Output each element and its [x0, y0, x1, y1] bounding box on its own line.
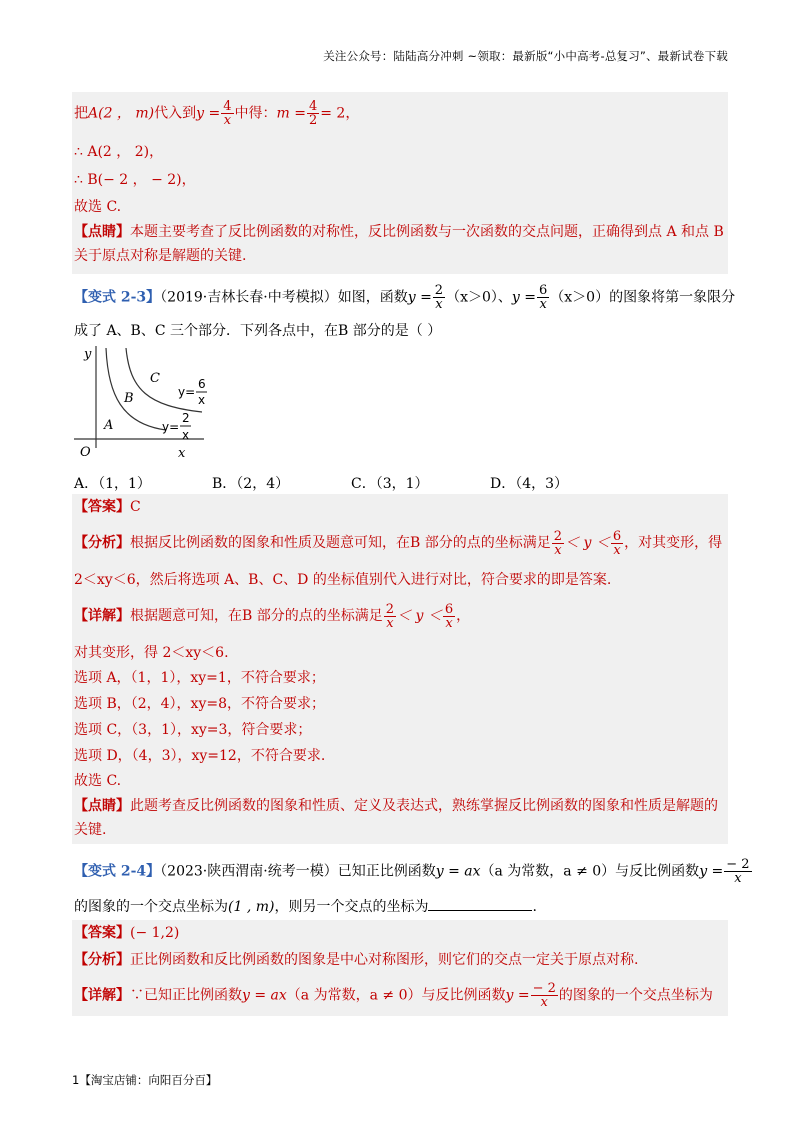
solution-line-3: ∴ B(− 2 ， − 2)， [74, 172, 196, 188]
detail-line-5: 选项 C，（3，1），xy=3，符合要求； [74, 722, 312, 738]
curve-label-2-den: x [182, 428, 190, 442]
fraction: $\frac{2}{x}$ [434, 283, 444, 312]
curve-label-6-y: y= [178, 385, 196, 399]
detail-line-4: 选项 B，（2，4），xy=8，不符合要求； [74, 696, 325, 712]
detail-line: 【详解】∵已知正比例函数y = ax（a 为常数，a ≠ 0）与反比例函数y = $\frac{- 2}{x}$ 的图象的一个交点坐标为 [74, 981, 713, 1010]
note-line-1: 【点睛】此题考查反比例函数的图象和性质、定义及表达式，熟练掌握反比例函数的图象和性质是解题的 [74, 798, 718, 814]
page-footer: 1【淘宝店铺：向阳百分百】 [72, 1073, 218, 1087]
region-b-label: B [124, 391, 134, 406]
origin-label: O [80, 445, 91, 460]
fraction: $\frac{2}{x}$ [553, 528, 563, 558]
question-2-4-line-1: 【变式 2-4】（2023·陕西渭南·统考一模）已知正比例函数y = ax（a 为常数，a ≠ 0）与反比例函数y = $\frac{- 2}{x}$ [74, 857, 750, 886]
analysis-line-2: 2＜xy＜6，然后将选项 A、B、C、D 的坐标值别代入进行对比，符合要求的即是答案. [74, 572, 612, 588]
solution-line-4: 故选 C. [74, 199, 122, 215]
curve-label-2-y: y= [162, 420, 180, 434]
curve-label-2-num: 2 [182, 411, 190, 425]
function-graph-figure [74, 340, 214, 460]
curve-label-6-den: x [198, 393, 206, 407]
region-c-label: C [150, 371, 160, 386]
fraction: $\frac{6}{x}$ [612, 528, 622, 558]
note-line-1: 【点睛】本题主要考查了反比例函数的对称性，反比例函数与一次函数的交点问题，正确得到点 A 和点 B [74, 224, 724, 240]
x-axis-label: x [178, 446, 186, 460]
detail-line-2: 对其变形，得 2＜xy＜6. [74, 645, 229, 661]
curve-label-6-num: 6 [198, 377, 206, 391]
y-axis-label: y [84, 347, 92, 362]
question-2-3-line-2: 成了 A、B、C 三个部分．下列各点中，在B 部分的是（ ） [74, 323, 442, 339]
answer-line: 【答案】(− 1,2) [74, 925, 180, 941]
fraction: $\frac{4}{x}$ [223, 99, 232, 128]
option-d: D．（4，3） [490, 476, 569, 492]
note-line-2: 关于原点对称是解题的关键. [74, 248, 247, 264]
detail-line-3: 选项 A，（1，1），xy=1，不符合要求； [74, 670, 325, 686]
option-c: C．（3，1） [351, 476, 429, 492]
analysis-line-1: 【分析】根据反比例函数的图象和性质及题意可知，在B 部分的点的坐标满足 $\frac{2}{x}$ ＜ y ＜ $\frac{6}{x}$ ，对其变形，得 [74, 528, 723, 558]
curve-y-2-over-x [106, 348, 166, 430]
page-header: 关注公众号：陆陆高分冲刺 ~领取：最新版“小中高考-总复习”、最新试卷下载 [323, 49, 728, 63]
curve-y-6-over-x [126, 348, 202, 412]
question-2-3-line-1: 【变式 2-3】（2019·吉林长春·中考模拟）如图，函数y = $\frac{2}{x}$ （x＞0）、y = $\frac{6}{x}$ （x＞0）的图象将第一象限分 [74, 283, 736, 312]
fraction: $\frac{6}{x}$ [444, 601, 454, 631]
option-a: A．（1，1） [74, 476, 151, 492]
detail-line-1: 【详解】根据题意可知，在B 部分的点的坐标满足 $\frac{2}{x}$ ＜ y ＜ $\frac{6}{x}$ ， [74, 601, 471, 631]
solution-line-1: 把A(2 ， m)代入到y = $\frac{4}{x}$ 中得：m = $\frac{4}{2}$ = 2， [74, 99, 360, 128]
fraction: $\frac{- 2}{x}$ [726, 857, 750, 886]
answer-line: 【答案】C [74, 499, 141, 515]
fraction: $\frac{- 2}{x}$ [532, 981, 556, 1010]
solution-line-2: ∴ A(2 ， 2)， [74, 144, 164, 160]
detail-line-7: 故选 C. [74, 773, 122, 789]
question-2-4-line-2: 的图象的一个交点坐标为(1 , m)，则另一个交点的坐标为 . [74, 896, 726, 917]
fraction: $\frac{6}{x}$ [538, 283, 548, 312]
detail-line-6: 选项 D，（4，3），xy=12，不符合要求. [74, 748, 326, 764]
option-b: B．（2，4） [212, 476, 290, 492]
answer-blank [428, 896, 532, 911]
fraction: $\frac{4}{2}$ [308, 99, 318, 128]
fraction: $\frac{2}{x}$ [385, 601, 395, 631]
note-line-2: 关键. [74, 822, 107, 838]
analysis-line: 【分析】正比例函数和反比例函数的图象是中心对称图形，则它们的交点一定关于原点对称. [74, 952, 639, 968]
region-a-label: A [104, 418, 114, 433]
